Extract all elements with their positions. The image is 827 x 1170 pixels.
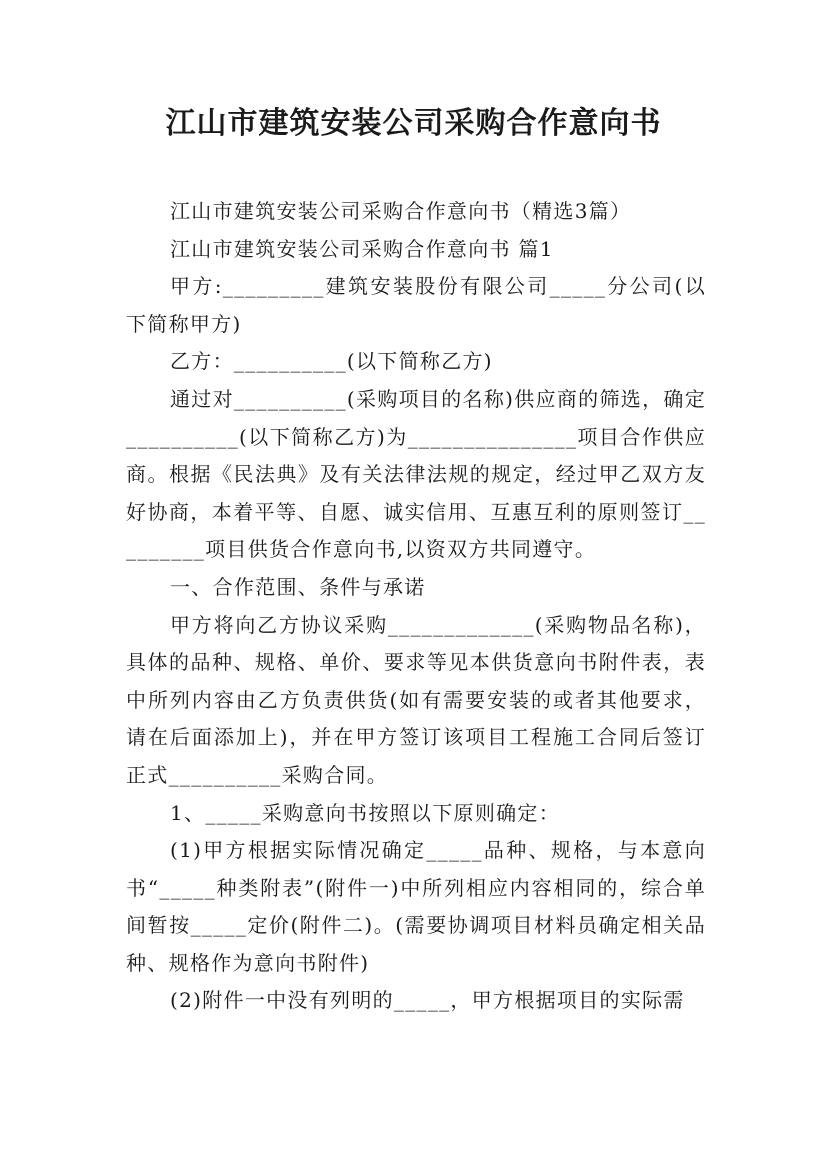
paragraph-party-b: 乙方：__________(以下简称乙方) (170, 349, 493, 374)
paragraph-clause-heading: 一、合作范围、条件与承诺 (170, 574, 426, 599)
paragraph-subtitle: 江山市建筑安装公司采购合作意向书（精选3篇） (170, 199, 632, 223)
paragraph-item-1: 1、_____采购意向书按照以下原则确定： (170, 800, 561, 825)
paragraph-section-heading: 江山市建筑安装公司采购合作意向书 篇1 (170, 236, 554, 261)
paragraph-item-1-2: (2)附件一中没有列明的_____，甲方根据项目的实际需 (170, 988, 685, 1013)
paragraph-party-a: 甲方:_________建筑安装股份有限公司_____分公司(以下简称甲方) (126, 274, 706, 336)
paragraph-item-1-1: (1)甲方根据实际情况确定_____品种、规格，与本意向书“_____种类附表”(附件一)中所列相应内容相同的，综合单间暂按_____定价(附件二)。(需要协调项目材料员确定相关品种、规格作为意向书附件) (126, 838, 706, 975)
paragraph-scope: 甲方将向乙方协议采购_____________(采购物品名称)，具体的品种、规格、单价、要求等见本供货意向书附件表，表中所列内容由乙方负责供货(如有需要安装的或者其他要求，请在后面添加上)，并在甲方签订该项目工程施工合同后签订正式__________采购合同。 (126, 612, 706, 787)
paragraph-preamble: 通过对__________(采购项目的名称)供应商的筛选，确定__________(以下简称乙方)为_______________项目合作供应商。根据《民法典》及有关法律法规的规定，经过甲乙双方友好协商，本着平等、自愿、诚实信用、互惠互利的原则签订_________项目供货合作意向书,以资双方共同遵守。 (126, 386, 706, 562)
document-body (126, 193, 706, 1020)
document-title: 江山市建筑安装公司采购合作意向书 (165, 106, 662, 141)
